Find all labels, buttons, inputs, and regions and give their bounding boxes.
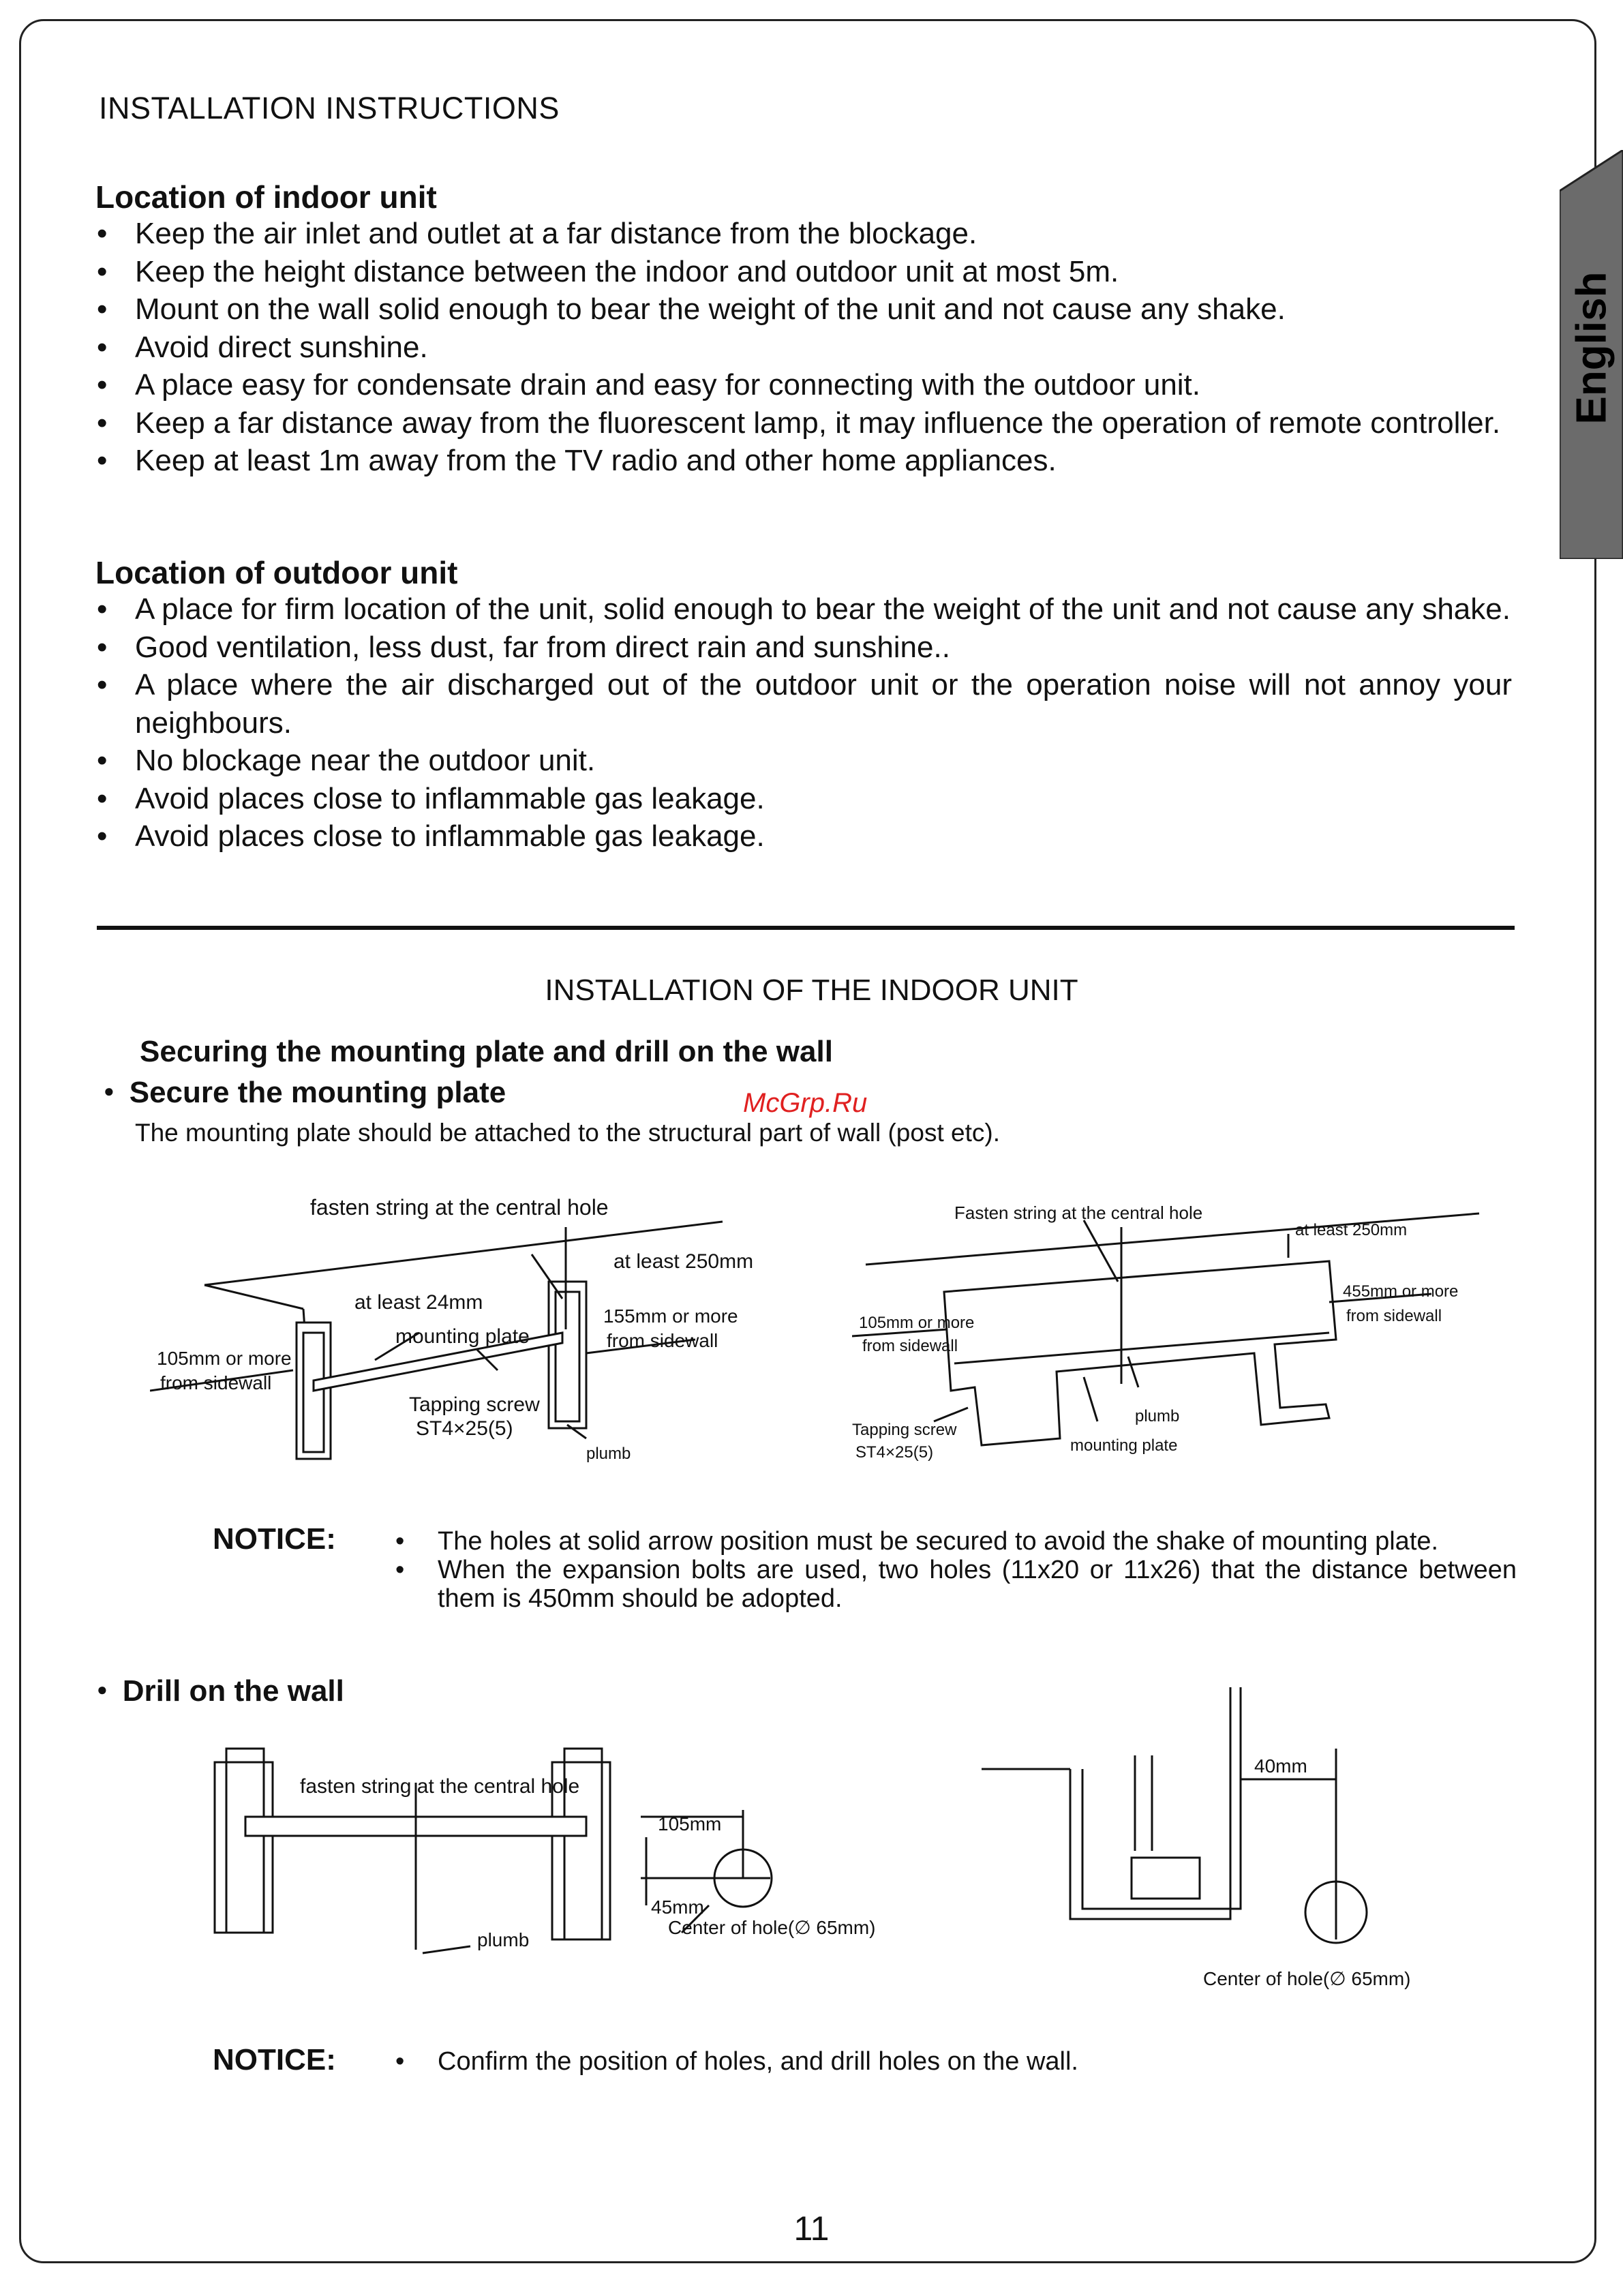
label-center-of-hole-2: Center of hole(∅ 65mm) (1203, 1968, 1411, 1989)
list-item: • Keep the air inlet and outlet at a far distance from the blockage. (94, 215, 1512, 253)
label-45mm: 45mm (651, 1897, 704, 1918)
indoor-location-list (94, 215, 1512, 480)
drill-figure-left (204, 1742, 886, 1974)
page-title: INSTALLATION INSTRUCTIONS (99, 91, 560, 125)
outdoor-location-list (94, 590, 1512, 856)
label-tapping-screw-2: Tapping screw (852, 1421, 957, 1439)
label-at-least-24: at least 24mm (354, 1291, 483, 1314)
notice-label-2: NOTICE: (213, 2043, 336, 2076)
label-plumb-3: plumb (477, 1929, 530, 1950)
list-item: • Avoid places close to inflammable gas leakage. (94, 780, 1512, 818)
label-fasten-string-3: fasten string at the central hole (300, 1775, 580, 1798)
label-40mm: 40mm (1254, 1755, 1307, 1777)
language-tab-label: English (1568, 271, 1615, 424)
page-number: 11 (793, 2209, 830, 2248)
mounting-plate-figure-left (150, 1186, 763, 1479)
list-item: • Keep the height distance between the indoor and outdoor unit at most 5m. (94, 253, 1512, 291)
label-plumb: plumb (586, 1445, 631, 1463)
notice-label: NOTICE: (213, 1522, 336, 1556)
indoor-location-heading: Location of indoor unit (95, 179, 437, 215)
label-105mm: 105mm (658, 1813, 722, 1834)
list-item: • Keep a far distance away from the fluorescent lamp, it may influence the operation of remote controller. (94, 404, 1512, 442)
label-455-line2: from sidewall (1346, 1307, 1442, 1325)
notice-item: • The holes at solid arrow position must be secured to avoid the shake of mounting plate. (395, 1527, 1517, 1556)
secure-plate-heading: ● Secure the mounting plate (104, 1076, 506, 1110)
notice-list (395, 1527, 1517, 1613)
section-divider (97, 926, 1515, 930)
secure-plate-text: The mounting plate should be attached to the structural part of wall (post etc). (135, 1119, 1000, 1147)
label-105-2-line2: from sidewall (862, 1337, 958, 1355)
label-plumb-2: plumb (1135, 1407, 1180, 1425)
notice-item: • When the expansion bolts are used, two holes (11x20 or 11x26) that the distance between them is 450mm should be adopted. (395, 1556, 1517, 1613)
securing-heading: Securing the mounting plate and drill on the wall (140, 1035, 833, 1068)
label-105-line1: 105mm or more (157, 1348, 292, 1369)
mounting-plate-figure-right (852, 1193, 1500, 1472)
label-fasten-string: fasten string at the central hole (310, 1195, 609, 1220)
list-item: • Keep at least 1m away from the TV radio and other home appliances. (94, 442, 1512, 480)
notice-list-2 (395, 2047, 1517, 2076)
list-item: • Mount on the wall solid enough to bear the weight of the unit and not cause any shake. (94, 290, 1512, 329)
label-at-least-250: at least 250mm (613, 1250, 754, 1273)
list-item: • A place where the air discharged out of the outdoor unit or the operation noise will not annoy your neighbours. (94, 666, 1512, 742)
drill-figure-right (982, 1687, 1459, 2001)
drill-heading: ● Drill on the wall (97, 1674, 344, 1708)
label-tapping-screw: Tapping screw (409, 1393, 540, 1416)
label-at-least-250-2: at least 250mm (1295, 1221, 1408, 1239)
outdoor-location-heading: Location of outdoor unit (95, 555, 458, 590)
label-455-line1: 455mm or more (1343, 1282, 1459, 1301)
label-mounting-plate: mounting plate (395, 1325, 530, 1348)
list-item: • Avoid places close to inflammable gas leakage. (94, 817, 1512, 856)
list-item: • A place easy for condensate drain and easy for connecting with the outdoor unit. (94, 366, 1512, 404)
label-screw-size: ST4×25(5) (416, 1417, 513, 1440)
label-155-line2: from sidewall (607, 1330, 718, 1351)
notice-item: • Confirm the position of holes, and drill holes on the wall. (395, 2047, 1517, 2076)
label-105-2-line1: 105mm or more (859, 1314, 975, 1332)
list-item: • Avoid direct sunshine. (94, 329, 1512, 367)
indoor-install-title: INSTALLATION OF THE INDOOR UNIT (545, 973, 1078, 1007)
list-item: • No blockage near the outdoor unit. (94, 742, 1512, 780)
label-screw-size-2: ST4×25(5) (855, 1443, 934, 1462)
label-155-line1: 155mm or more (603, 1305, 738, 1327)
watermark: McGrp.Ru (743, 1088, 868, 1118)
list-item: • A place for firm location of the unit, solid enough to bear the weight of the unit and not cause any shake. (94, 590, 1512, 629)
label-fasten-string-2: Fasten string at the central hole (954, 1203, 1203, 1223)
label-105-line2: from sidewall (160, 1372, 272, 1393)
list-item: • Good ventilation, less dust, far from direct rain and sunshine.. (94, 629, 1512, 667)
label-mounting-plate-2: mounting plate (1070, 1436, 1178, 1455)
label-center-of-hole: Center of hole(∅ 65mm) (668, 1917, 876, 1938)
